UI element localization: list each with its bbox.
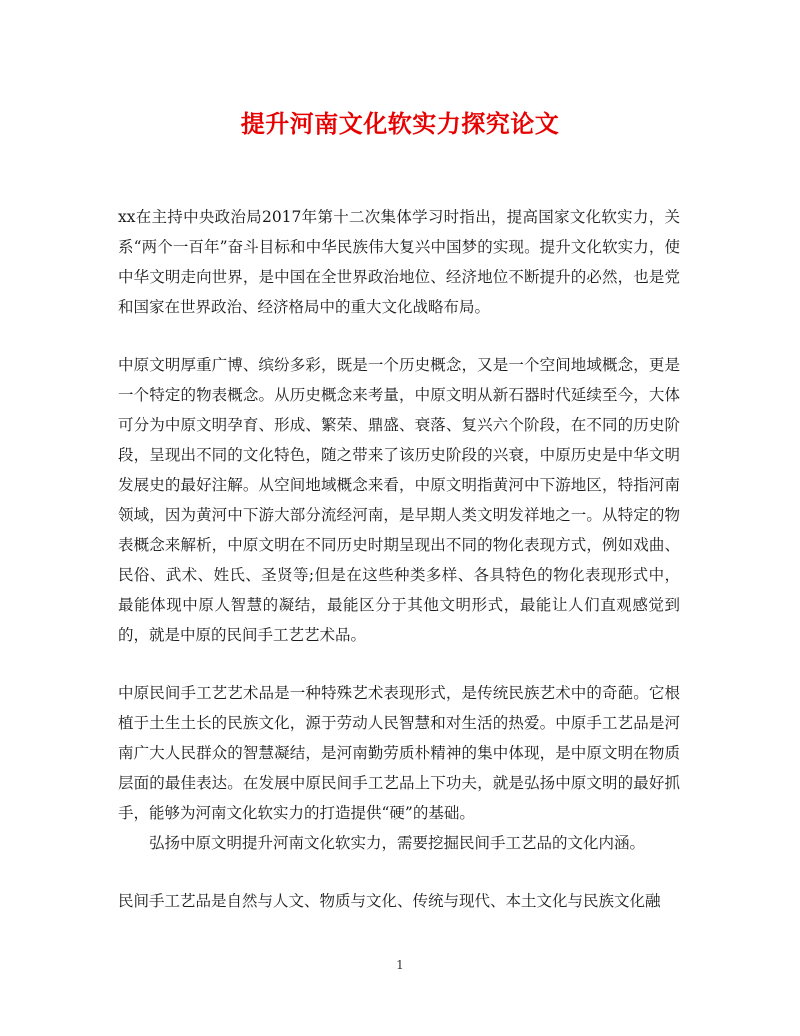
paragraph-1: xx在主持中央政治局2017年第十二次集体学习时指出，提高国家文化软实力，关系“两个一百年”奋斗目标和中华民族伟大复兴中国梦的实现。提升文化软实力，使中华文明走向世界，是中国在全世界政治地位、经济地位不断提升的必然，也是党和国家在世界政治、经济格局中的重大文化战略布局。	[118, 208, 680, 316]
document-body	[118, 202, 680, 916]
paragraph-4: 弘扬中原文明提升河南文化软实力，需要挖掘民间手工艺品的文化内涵。	[149, 834, 646, 852]
paragraph-5: 民间手工艺品是自然与人文、物质与文化、传统与现代、本土文化与民族文化融	[118, 892, 661, 910]
document-title: 提升河南文化软实力探究论文	[240, 109, 560, 138]
paragraph-3: 中原民间手工艺艺术品是一种特殊艺术表现形式，是传统民族艺术中的奇葩。它根植于土生土长的民族文化，源于劳动人民智慧和对生活的热爱。中原手工艺品是河南广大人民群众的智慧凝结，是河南勤劳质朴精神的集中体现，是中原文明在物质层面的最佳表达。在发展中原民间手工艺品上下功夫，就是弘扬中原文明的最好抓手，能够为河南文化软实力的打造提供“硬”的基础。	[118, 684, 680, 822]
page-number: 1	[396, 958, 404, 972]
paragraph-2: 中原文明厚重广博、缤纷多彩，既是一个历史概念，又是一个空间地域概念，更是一个特定的物表概念。从历史概念来考量，中原文明从新石器时代延续至今，大体可分为中原文明孕育、形成、繁荣、鼎盛、衰落、复兴六个阶段，在不同的历史阶段，呈现出不同的文化特色，随之带来了该历史阶段的兴衰，中原历史是中华文明发展史的最好注解。从空间地域概念来看，中原文明指黄河中下游地区，特指河南领域，因为黄河中下游大部分流经河南，是早期人类文明发祥地之一。从特定的物表概念来解析，中原文明在不同历史时期呈现出不同的物化表现方式，例如戏曲、民俗、武术、姓氏、圣贤等;但是在这些种类多样、各具特色的物化表现形式中，最能体现中原人智慧的凝结，最能区分于其他文明形式，最能让人们直观感觉到的，就是中原的民间手工艺艺术品。	[118, 356, 680, 644]
